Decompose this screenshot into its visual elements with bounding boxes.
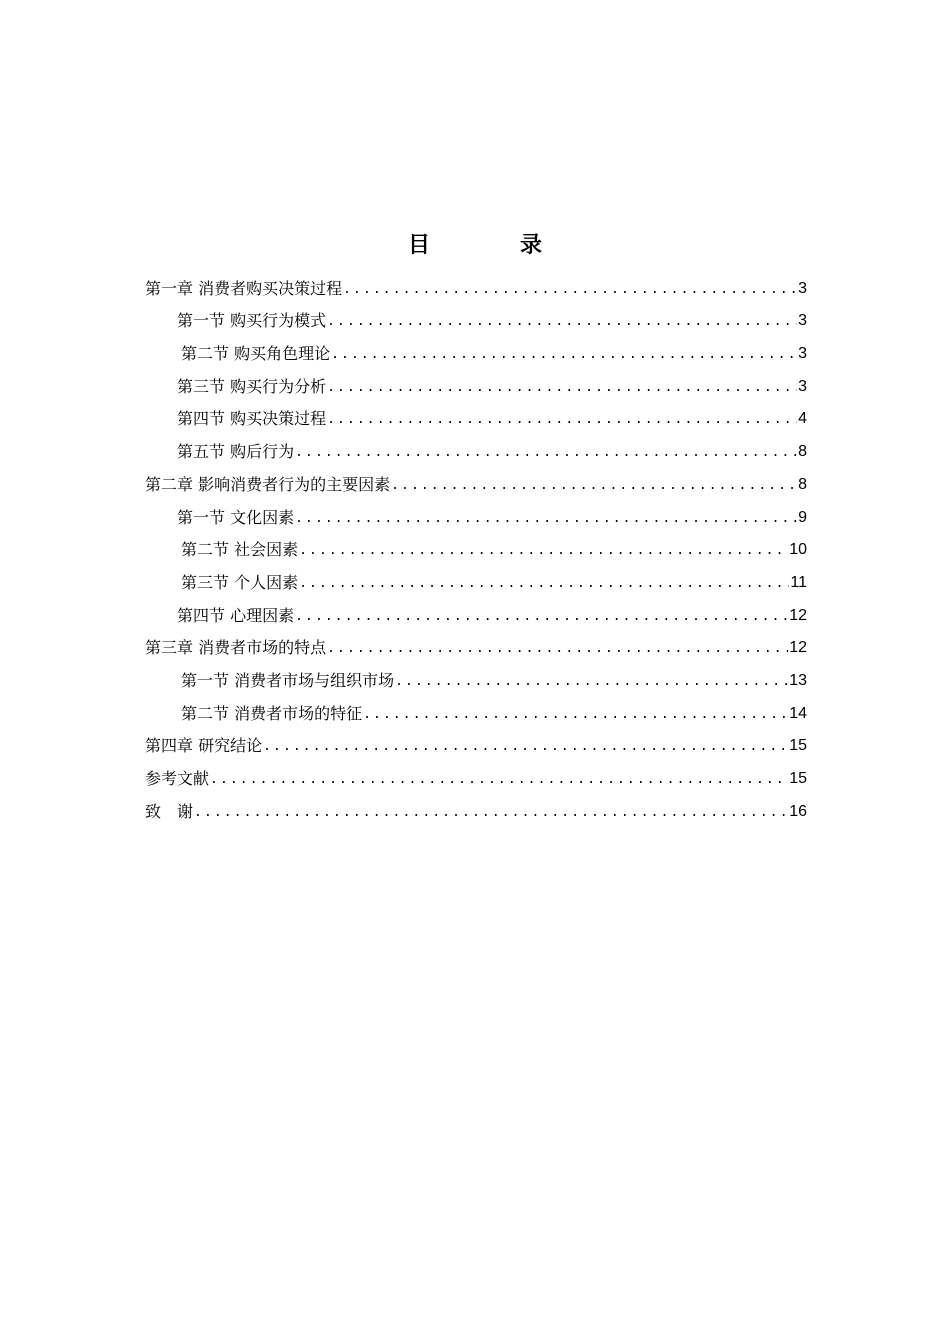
toc-entry-label: 第一节 消费者市场与组织市场	[181, 670, 395, 690]
toc-entry[interactable]	[145, 658, 807, 691]
toc-entry-page: 13	[789, 671, 807, 689]
toc-entry-label: 第一章 消费者购买决策过程	[145, 278, 343, 298]
toc-entry-page: 14	[789, 704, 807, 722]
toc-entry[interactable]	[145, 495, 807, 528]
toc-entry[interactable]	[145, 429, 807, 462]
toc-entry[interactable]	[145, 626, 807, 659]
toc-entry-page: 16	[789, 802, 807, 820]
toc-entry[interactable]	[145, 364, 807, 397]
toc-entry-label: 致 谢	[145, 801, 194, 821]
toc-entry-label: 第一节 文化因素	[177, 507, 295, 527]
toc-entry-label: 第二节 社会因素	[181, 540, 299, 560]
toc-entry-label: 第二章 影响消费者行为的主要因素	[145, 474, 391, 494]
toc-entry-label: 第四章 研究结论	[145, 736, 263, 756]
dot-leader	[194, 804, 788, 822]
toc-entry-page: 8	[798, 443, 807, 461]
toc-entry-label: 第三章 消费者市场的特点	[145, 638, 327, 658]
toc-entry-label: 第四节 购买决策过程	[177, 409, 327, 429]
toc-entry[interactable]	[145, 593, 807, 626]
toc-entry-page: 3	[798, 377, 807, 395]
toc-title: 目 录	[407, 232, 576, 258]
toc-entry-label: 第三节 购买行为分析	[177, 376, 327, 396]
dot-leader	[327, 313, 797, 331]
toc-entry-label: 第二节 购买角色理论	[181, 344, 331, 364]
toc-entry-page: 12	[789, 639, 807, 657]
toc-entry[interactable]	[145, 462, 807, 495]
dot-leader	[391, 477, 797, 495]
toc-entry-page: 4	[798, 410, 807, 428]
dot-leader	[395, 673, 788, 691]
toc-entry[interactable]	[145, 756, 807, 789]
dot-leader	[327, 379, 797, 397]
table-of-contents	[145, 266, 807, 822]
toc-entry-label: 参考文献	[145, 769, 210, 788]
toc-entry[interactable]	[145, 560, 807, 593]
dot-leader	[343, 281, 797, 299]
toc-entry-page: 8	[798, 475, 807, 493]
dot-leader	[327, 640, 788, 658]
toc-entry-page: 10	[789, 541, 807, 559]
dot-leader	[295, 444, 797, 462]
toc-entry[interactable]	[145, 397, 807, 430]
toc-entry-page: 3	[798, 279, 807, 297]
toc-entry-page: 15	[789, 737, 807, 755]
toc-entry-label: 第一节 购买行为模式	[177, 311, 327, 331]
toc-entry-label: 第四节 心理因素	[177, 605, 295, 625]
dot-leader	[295, 608, 788, 626]
toc-entry-page: 15	[789, 770, 807, 787]
toc-entry[interactable]	[145, 528, 807, 561]
toc-entry[interactable]	[145, 266, 807, 299]
toc-entry[interactable]	[145, 299, 807, 332]
toc-entry-label: 第五节 购后行为	[177, 442, 295, 462]
toc-entry[interactable]	[145, 691, 807, 724]
toc-entry-label: 第二节 消费者市场的特征	[181, 703, 363, 723]
toc-entry-page: 3	[798, 345, 807, 363]
toc-entry-page: 11	[790, 573, 807, 591]
dot-leader	[331, 346, 797, 364]
toc-entry[interactable]	[145, 724, 807, 757]
dot-leader	[263, 738, 788, 756]
toc-entry[interactable]	[145, 789, 807, 822]
toc-entry-page: 12	[789, 606, 807, 624]
dot-leader	[327, 411, 797, 429]
toc-entry-page: 3	[798, 312, 807, 330]
toc-entry-label: 第三节 个人因素	[181, 572, 299, 592]
dot-leader	[299, 575, 789, 593]
dot-leader	[363, 706, 788, 724]
dot-leader	[299, 542, 788, 560]
toc-entry-page: 9	[798, 508, 807, 526]
dot-leader	[210, 771, 788, 789]
toc-entry[interactable]	[145, 331, 807, 364]
dot-leader	[295, 510, 797, 528]
